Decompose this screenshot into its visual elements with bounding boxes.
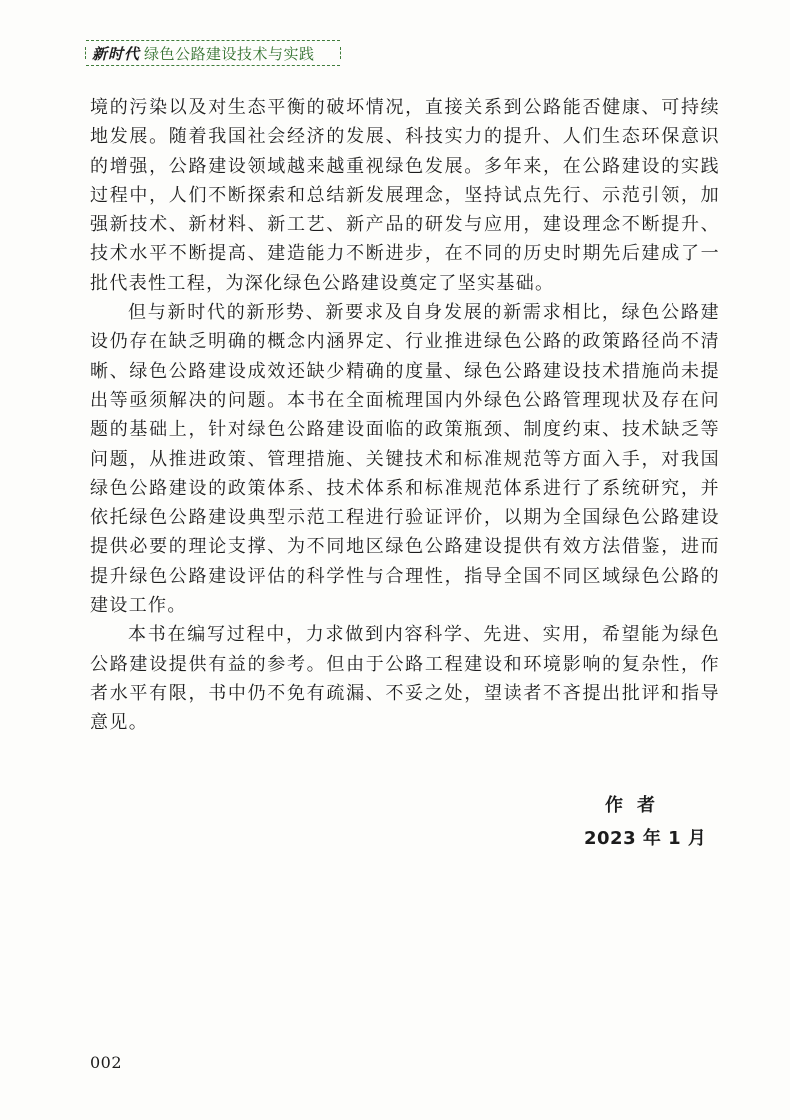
header-series-name: 新时代 — [92, 44, 141, 63]
header-ornament — [340, 47, 341, 59]
paragraph-1: 境的污染以及对生态平衡的破坏情况，直接关系到公路能否健康、可持续地发展。随着我国社会经济的发展、科技实力的提升、人们生态环保意识的增强，公路建设领域越来越重视绿色发展。多年来，在公路建设的实践过程中，人们不断探索和总结新发展理念，坚持试点先行、示范引领，加强新技术、新材料、新工艺、新产品的研发与应用，建设理念不断提升、技术水平不断提高、建造能力不断进步，在不同的历史时期先后建成了一批代表性工程，为深化绿色公路建设奠定了坚实基础。 — [90, 97, 720, 294]
header-book-title: 绿色公路建设技术与实践 — [144, 44, 315, 63]
running-header — [86, 40, 340, 66]
signature-date: 2023 年 1 月 — [584, 828, 707, 849]
body-text — [90, 93, 720, 738]
paragraph-2: 但与新时代的新形势、新要求及自身发展的新需求相比，绿色公路建设仍存在缺乏明确的概念内涵界定、行业推进绿色公路的政策路径尚不清晰、绿色公路建设成效还缺少精确的度量、绿色公路建设技术措施尚未提出等亟须解决的问题。本书在全面梳理国内外绿色公路管理现状及存在问题的基础上，针对绿色公路建设面临的政策瓶颈、制度约束、技术缺乏等问题，从推进政策、管理措施、关键技术和标准规范等方面入手，对我国绿色公路建设的政策体系、技术体系和标准规范体系进行了系统研究，并依托绿色公路建设典型示范工程进行验证评价，以期为全国绿色公路建设提供必要的理论支撑、为不同地区绿色公路建设提供有效方法借鉴，进而提升绿色公路建设评估的科学性与合理性，指导全国不同区域绿色公路的建设工作。 — [90, 302, 720, 617]
signature-author: 作者 — [605, 795, 669, 816]
paragraph-3: 本书在编写过程中，力求做到内容科学、先进、实用，希望能为绿色公路建设提供有益的参考。但由于公路工程建设和环境影响的复杂性，作者水平有限，书中仍不免有疏漏、不妥之处，望读者不吝提出批评和指导意见。 — [90, 624, 720, 734]
page-number: 002 — [90, 1053, 123, 1072]
header-ornament — [85, 47, 86, 59]
